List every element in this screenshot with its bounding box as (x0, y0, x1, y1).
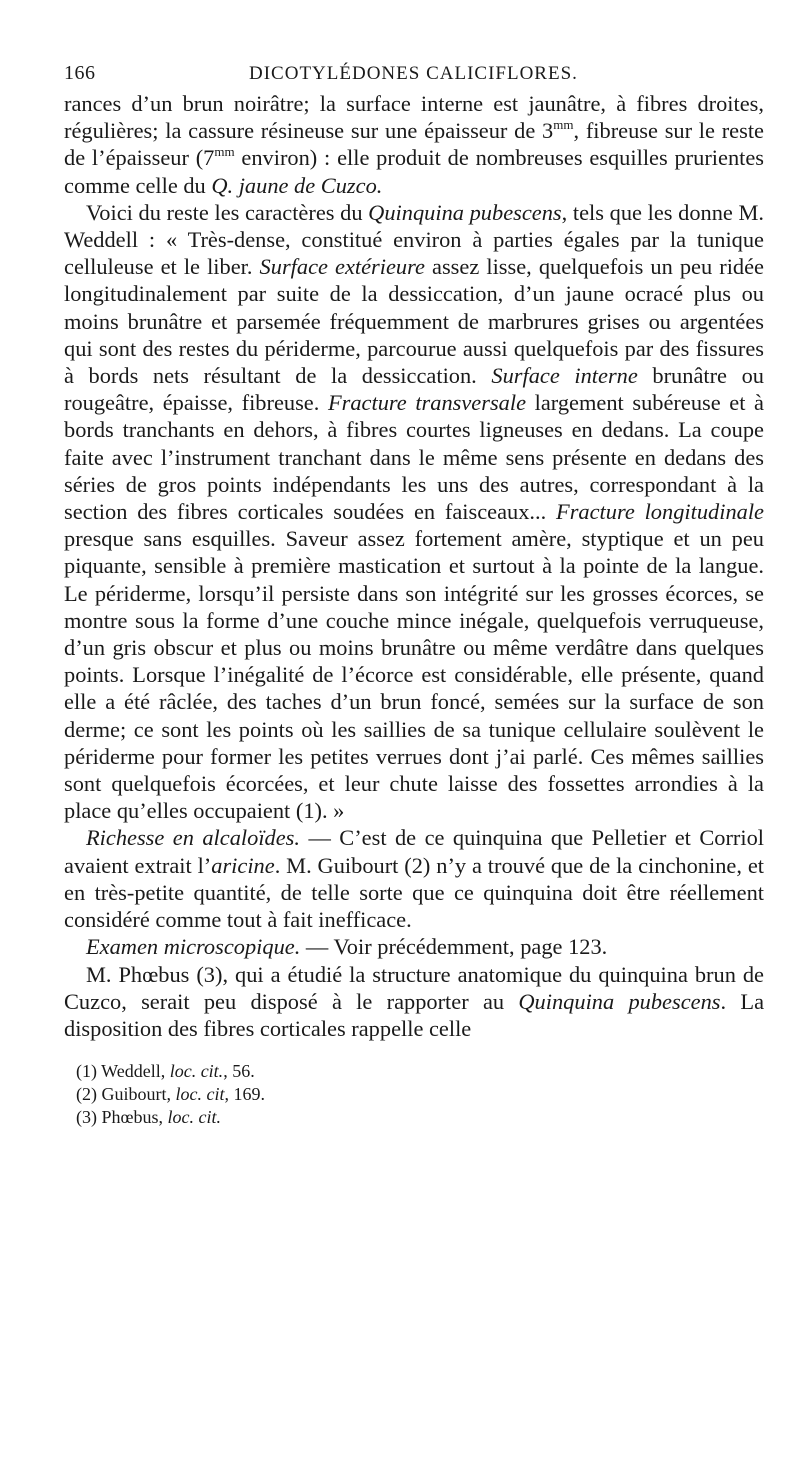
page-header (64, 62, 764, 90)
footnotes (64, 1060, 764, 1129)
text-run: rances d’un brun noirâtre; la surface interne est jaunâtre, à fibres droites, régulières; la cassure résineuse sur une épaisseur de 3 (64, 91, 764, 144)
text-run: brunâtre ou rougeâtre, épaisse, fibreuse. (64, 363, 764, 416)
italic-text: Examen microscopique. (86, 934, 301, 960)
paragraph (64, 824, 764, 933)
text-run: , 169. (224, 1084, 265, 1105)
text-run: (2) Guibourt, (76, 1084, 176, 1105)
italic-text: loc. cit (175, 1084, 225, 1105)
text-run: largement subéreuse et à bords tranchants en dehors, à fibres courtes ligneuses en dedans. La coupe faite avec l’instrument tranchant dans le même sens présente en dedans des séries de gros points indépendants les uns des autres, correspondant à la section des fibres corticales soudées en faisceaux... (64, 390, 764, 525)
text-run: presque sans esquilles. Saveur assez fortement amère, styptique et un peu piquante, sensible à première mastication et surtout à la pointe de la langue. Le périderme, lorsqu’il persiste dans son intégrité sur les grosses écorces, se montre sous la forme d’une couche mince inégale, quelquefois verruqueuse, d’un gris obscur et plus ou moins brunâtre ou même verdâtre dans quelques points. Lorsque l’inégalité de l’écorce est considérable, elle présente, quand elle a été râclée, des taches d’un brun foncé, semées sur la surface de son derme; ce sont les points où les saillies de sa tunique cellulaire soulèvent le périderme pour former les petites verrues dont j’ai parlé. Ces mêmes saillies sont quelquefois écorcées, et leur chute laisse des fossettes arrondies à la place qu’elles occupaient (1). » (64, 526, 764, 824)
text-run: . La disposition des fibres corticales rappelle celle (64, 988, 765, 1041)
text-run: — Voir précédemment, page 123. (300, 934, 608, 960)
italic-text: Fracture transversale (327, 390, 527, 416)
paragraph (64, 90, 764, 199)
body-text (64, 90, 764, 1042)
text-run: (1) Weddell, (76, 1061, 170, 1082)
paragraph (64, 933, 764, 960)
text-run: M. Phœbus (3), qui a étudié la structure anatomique du quinquina brun de Cuzco, serait peu disposé à le rapporter au (64, 961, 764, 1014)
italic-text: Surface extérieure (259, 254, 425, 280)
text-run: — C’est de ce quinquina que Pelletier et Corriol avaient extrait l’ (64, 825, 764, 878)
superscript-unit: mm (553, 117, 574, 133)
text-run: . M. Guibourt (2) n’y a trouvé que de la cinchonine, et en très-petite quantité, de telle sorte que ce quinquina doit être réellement considéré comme tout à fait inefficace. (64, 852, 764, 933)
text-run: environ) : elle produit de nombreuses esquilles prurientes comme celle du (64, 145, 765, 198)
running-head: DICOTYLÉDONES CALICIFLORES. (249, 63, 578, 84)
text-run: , tels que les donne M. Weddell : « Très-dense, constitué environ à parties égales par la tunique celluleuse et le liber. (64, 199, 765, 280)
italic-text: Richesse en alcaloïdes. (86, 825, 300, 851)
footnote (64, 1106, 764, 1129)
text-run: Voici du reste les caractères du (86, 199, 369, 225)
text-run: (3) Phœbus, (76, 1107, 168, 1128)
paragraph (64, 961, 764, 1043)
superscript-unit: mm (214, 144, 235, 160)
italic-text: loc. cit. (167, 1107, 221, 1128)
italic-text: Q. jaune de Cuzco. (211, 172, 383, 198)
footnote (64, 1083, 764, 1106)
italic-text: Fracture longitudinale (556, 499, 764, 525)
footnote (64, 1060, 764, 1083)
book-page (64, 62, 764, 1129)
paragraph (64, 199, 764, 825)
text-run: , 56. (223, 1061, 255, 1082)
italic-text: Quinquina pubescens (518, 988, 721, 1014)
italic-text: Quinquina pubescens (368, 199, 562, 225)
text-run: assez lisse, quelquefois un peu ridée longitudinalement par suite de la dessiccation, d’un jaune ocracé plus ou moins brunâtre et parsemée fréquemment de marbrures grises ou argentées qui sont des restes du périderme, parcourue aussi quelquefois par des fissures à bords nets résultant de la dessiccation. (64, 254, 764, 389)
page-number: 166 (64, 62, 96, 84)
text-run: , fibreuse sur le reste de l’épaisseur (7 (64, 118, 764, 171)
italic-text: loc. cit. (169, 1061, 224, 1082)
italic-text: Surface interne (491, 363, 638, 389)
italic-text: aricine (211, 852, 275, 878)
